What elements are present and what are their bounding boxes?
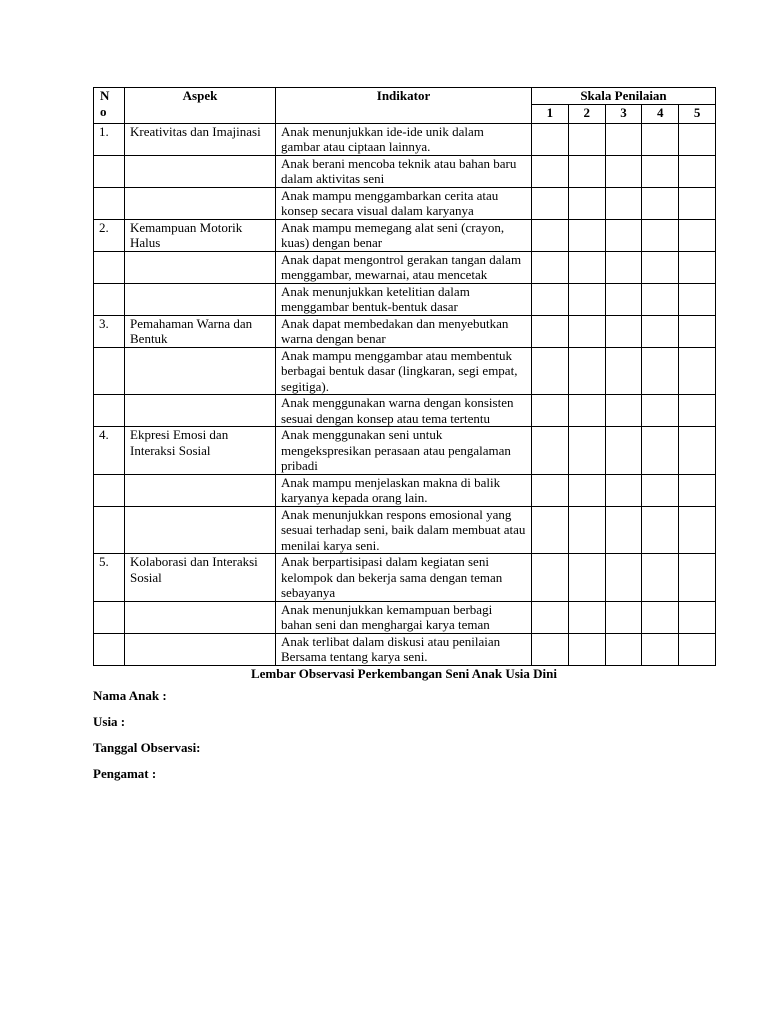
score-cell-5[interactable] — [679, 427, 716, 475]
header-aspek: Aspek — [125, 88, 276, 124]
score-cell-1[interactable] — [532, 123, 569, 155]
score-cell-3[interactable] — [605, 506, 642, 554]
score-cell-5[interactable] — [679, 283, 716, 315]
table-row — [94, 219, 716, 251]
score-cell-3[interactable] — [605, 427, 642, 475]
score-cell-5[interactable] — [679, 474, 716, 506]
score-cell-2[interactable] — [568, 155, 605, 187]
score-cell-3[interactable] — [605, 554, 642, 602]
score-cell-3[interactable] — [605, 395, 642, 427]
header-scale-3: 3 — [605, 104, 642, 123]
score-cell-2[interactable] — [568, 506, 605, 554]
header-scale-4: 4 — [642, 104, 679, 123]
table-row — [94, 395, 716, 427]
table-row — [94, 123, 716, 155]
cell-no — [94, 251, 125, 283]
score-cell-1[interactable] — [532, 315, 569, 347]
cell-aspek: Kemampuan Motorik Halus — [125, 219, 276, 251]
score-cell-5[interactable] — [679, 187, 716, 219]
cell-indikator: Anak dapat membedakan dan menyebutkan warna dengan benar — [276, 315, 532, 347]
cell-indikator: Anak terlibat dalam diskusi atau penilaian Bersama tentang karya seni. — [276, 633, 532, 665]
table-row — [94, 474, 716, 506]
score-cell-4[interactable] — [642, 347, 679, 395]
table-row — [94, 506, 716, 554]
cell-no: 3. — [94, 315, 125, 347]
score-cell-3[interactable] — [605, 601, 642, 633]
score-cell-5[interactable] — [679, 155, 716, 187]
score-cell-1[interactable] — [532, 506, 569, 554]
score-cell-5[interactable] — [679, 219, 716, 251]
score-cell-4[interactable] — [642, 219, 679, 251]
header-scale-5: 5 — [679, 104, 716, 123]
score-cell-2[interactable] — [568, 554, 605, 602]
cell-indikator: Anak berpartisipasi dalam kegiatan seni kelompok dan bekerja sama dengan teman sebayanya — [276, 554, 532, 602]
cell-indikator: Anak menunjukkan kemampuan berbagi bahan seni dan menghargai karya teman — [276, 601, 532, 633]
score-cell-1[interactable] — [532, 219, 569, 251]
score-cell-2[interactable] — [568, 395, 605, 427]
cell-aspek — [125, 347, 276, 395]
cell-aspek — [125, 155, 276, 187]
cell-no — [94, 601, 125, 633]
cell-indikator: Anak menunjukkan ketelitian dalam menggambar bentuk-bentuk dasar — [276, 283, 532, 315]
header-scale-2: 2 — [568, 104, 605, 123]
cell-no: 1. — [94, 123, 125, 155]
cell-aspek — [125, 474, 276, 506]
cell-indikator: Anak mampu memegang alat seni (crayon, kuas) dengan benar — [276, 219, 532, 251]
field-usia: Usia : — [93, 713, 126, 729]
score-cell-5[interactable] — [679, 554, 716, 602]
cell-no — [94, 155, 125, 187]
score-cell-1[interactable] — [532, 283, 569, 315]
cell-aspek — [125, 187, 276, 219]
score-cell-2[interactable] — [568, 427, 605, 475]
cell-no: 4. — [94, 427, 125, 475]
score-cell-2[interactable] — [568, 187, 605, 219]
score-cell-2[interactable] — [568, 633, 605, 665]
field-tanggal-observasi: Tanggal Observasi: — [93, 739, 201, 755]
header-indikator: Indikator — [276, 88, 532, 124]
table-row — [94, 347, 716, 395]
score-cell-5[interactable] — [679, 633, 716, 665]
score-cell-4[interactable] — [642, 283, 679, 315]
table-row — [94, 633, 716, 665]
observation-sheet — [93, 87, 715, 792]
score-cell-2[interactable] — [568, 283, 605, 315]
score-cell-1[interactable] — [532, 155, 569, 187]
cell-indikator: Anak dapat mengontrol gerakan tangan dalam menggambar, mewarnai, atau mencetak — [276, 251, 532, 283]
score-cell-4[interactable] — [642, 315, 679, 347]
score-cell-3[interactable] — [605, 219, 642, 251]
score-cell-4[interactable] — [642, 155, 679, 187]
header-no-o: o — [100, 103, 107, 119]
cell-no: 5. — [94, 554, 125, 602]
score-cell-3[interactable] — [605, 474, 642, 506]
cell-no — [94, 187, 125, 219]
score-cell-2[interactable] — [568, 219, 605, 251]
score-cell-4[interactable] — [642, 187, 679, 219]
score-cell-2[interactable] — [568, 474, 605, 506]
cell-no — [94, 395, 125, 427]
cell-no — [94, 633, 125, 665]
cell-indikator: Anak menggunakan warna dengan konsisten sesuai dengan konsep atau tema tertentu — [276, 395, 532, 427]
cell-indikator: Anak berani mencoba teknik atau bahan baru dalam aktivitas seni — [276, 155, 532, 187]
header-no — [94, 88, 125, 124]
score-cell-4[interactable] — [642, 251, 679, 283]
field-nama-anak: Nama Anak : — [93, 687, 167, 703]
cell-aspek — [125, 251, 276, 283]
score-cell-4[interactable] — [642, 554, 679, 602]
cell-no — [94, 506, 125, 554]
cell-aspek — [125, 283, 276, 315]
score-cell-3[interactable] — [605, 155, 642, 187]
score-cell-3[interactable] — [605, 283, 642, 315]
score-cell-3[interactable] — [605, 347, 642, 395]
cell-indikator: Anak mampu menggambar atau membentuk berbagai bentuk dasar (lingkaran, segi empat, segitiga). — [276, 347, 532, 395]
score-cell-1[interactable] — [532, 474, 569, 506]
score-cell-5[interactable] — [679, 251, 716, 283]
score-cell-5[interactable] — [679, 506, 716, 554]
score-cell-1[interactable] — [532, 251, 569, 283]
cell-no — [94, 347, 125, 395]
table-row — [94, 251, 716, 283]
score-cell-4[interactable] — [642, 601, 679, 633]
score-cell-5[interactable] — [679, 395, 716, 427]
header-skala-penilaian: Skala Penilaian — [532, 88, 716, 105]
cell-aspek — [125, 633, 276, 665]
cell-aspek: Ekpresi Emosi dan Interaksi Sosial — [125, 427, 276, 475]
cell-aspek — [125, 601, 276, 633]
cell-indikator: Anak menunjukkan respons emosional yang sesuai terhadap seni, baik dalam membuat atau menilai karya seni. — [276, 506, 532, 554]
score-cell-2[interactable] — [568, 123, 605, 155]
table-row — [94, 554, 716, 602]
cell-indikator: Anak mampu menjelaskan makna di balik karyanya kepada orang lain. — [276, 474, 532, 506]
score-cell-3[interactable] — [605, 315, 642, 347]
score-cell-5[interactable] — [679, 347, 716, 395]
score-cell-1[interactable] — [532, 601, 569, 633]
cell-no — [94, 283, 125, 315]
cell-aspek: Kolaborasi dan Interaksi Sosial — [125, 554, 276, 602]
score-cell-3[interactable] — [605, 187, 642, 219]
table-row — [94, 187, 716, 219]
table-row — [94, 283, 716, 315]
score-cell-4[interactable] — [642, 633, 679, 665]
score-cell-4[interactable] — [642, 474, 679, 506]
header-scale-1: 1 — [532, 104, 569, 123]
document-title: Lembar Observasi Perkembangan Seni Anak Usia Dini — [250, 665, 558, 681]
cell-no — [94, 474, 125, 506]
observation-table — [93, 87, 716, 666]
score-cell-4[interactable] — [642, 506, 679, 554]
header-no-n: N — [100, 88, 110, 103]
cell-aspek: Pemahaman Warna dan Bentuk — [125, 315, 276, 347]
score-cell-5[interactable] — [679, 315, 716, 347]
cell-indikator: Anak menggunakan seni untuk mengekspresikan perasaan atau pengalaman pribadi — [276, 427, 532, 475]
score-cell-3[interactable] — [605, 123, 642, 155]
score-cell-2[interactable] — [568, 315, 605, 347]
score-cell-2[interactable] — [568, 251, 605, 283]
score-cell-1[interactable] — [532, 427, 569, 475]
score-cell-2[interactable] — [568, 347, 605, 395]
score-cell-1[interactable] — [532, 347, 569, 395]
cell-aspek: Kreativitas dan Imajinasi — [125, 123, 276, 155]
table-row — [94, 427, 716, 475]
cell-indikator: Anak menunjukkan ide-ide unik dalam gambar atau ciptaan lainnya. — [276, 123, 532, 155]
cell-aspek — [125, 395, 276, 427]
table-row — [94, 155, 716, 187]
score-cell-4[interactable] — [642, 427, 679, 475]
score-cell-5[interactable] — [679, 601, 716, 633]
score-cell-1[interactable] — [532, 633, 569, 665]
score-cell-3[interactable] — [605, 251, 642, 283]
score-cell-2[interactable] — [568, 601, 605, 633]
score-cell-1[interactable] — [532, 187, 569, 219]
score-cell-4[interactable] — [642, 395, 679, 427]
field-pengamat: Pengamat : — [93, 765, 157, 781]
table-row — [94, 315, 716, 347]
table-row — [94, 601, 716, 633]
score-cell-1[interactable] — [532, 395, 569, 427]
cell-no: 2. — [94, 219, 125, 251]
score-cell-5[interactable] — [679, 123, 716, 155]
score-cell-1[interactable] — [532, 554, 569, 602]
cell-aspek — [125, 506, 276, 554]
score-cell-4[interactable] — [642, 123, 679, 155]
cell-indikator: Anak mampu menggambarkan cerita atau konsep secara visual dalam karyanya — [276, 187, 532, 219]
score-cell-3[interactable] — [605, 633, 642, 665]
